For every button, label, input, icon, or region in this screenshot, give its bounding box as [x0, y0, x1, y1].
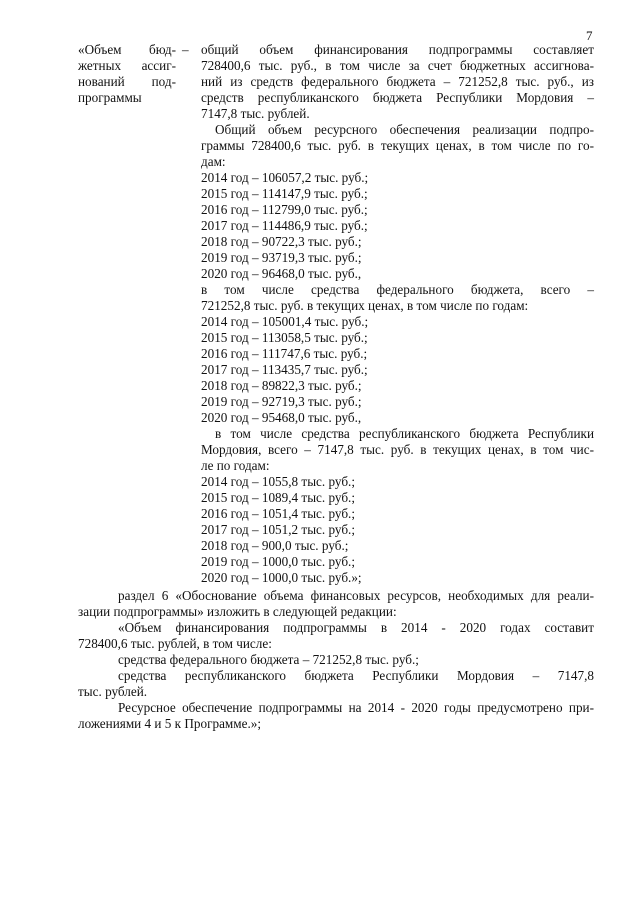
republic-funding-line-1: средства республиканского бюджета Республики Мордовия – 7147,8 — [118, 668, 594, 683]
right-col-line-5: 7147,8 тыс. рублей. — [201, 106, 310, 121]
federal-intro-line-1: в том числе средства федерального бюджета, всего – — [201, 282, 594, 297]
total-2018: 2018 год – 90722,3 тыс. руб.; — [201, 234, 362, 249]
republic-2015: 2015 год – 1089,4 тыс. руб.; — [201, 490, 356, 505]
republic-2019: 2019 год – 1000,0 тыс. руб.; — [201, 554, 356, 569]
republic-intro-line-3: ле по годам: — [201, 458, 270, 473]
funding-line-1: «Объем финансирования подпрограммы в 2014 - 2020 годах составит — [118, 620, 594, 635]
republic-intro-line-1: в том числе средства республиканского бюджета Республики — [215, 426, 594, 441]
republic-2016: 2016 год – 1051,4 тыс. руб.; — [201, 506, 356, 521]
right-col-line-3: ний из средств федерального бюджета – 721252,8 тыс. руб., из — [201, 74, 594, 89]
republic-2014: 2014 год – 1055,8 тыс. руб.; — [201, 474, 356, 489]
federal-intro-line-2: 721252,8 тыс. руб. в текущих ценах, в том числе по годам: — [201, 298, 529, 313]
republic-2020: 2020 год – 1000,0 тыс. руб.»; — [201, 570, 362, 585]
federal-2016: 2016 год – 111747,6 тыс. руб.; — [201, 346, 368, 361]
funding-line-2: 728400,6 тыс. рублей, в том числе: — [78, 636, 272, 651]
federal-2019: 2019 год – 92719,3 тыс. руб.; — [201, 394, 362, 409]
resources-line-2: ложениями 4 и 5 к Программе.»; — [78, 716, 262, 731]
left-col-line-4: программы — [78, 90, 142, 105]
left-col-line-1: «Объем бюд- — [78, 42, 176, 57]
republic-intro-line-2: Мордовия, всего – 7147,8 тыс. руб. в текущих ценах, в том чис- — [201, 442, 594, 457]
left-col-line-3: нований под- — [78, 74, 176, 89]
federal-funding: средства федерального бюджета – 721252,8 тыс. руб.; — [118, 652, 419, 667]
total-2017: 2017 год – 114486,9 тыс. руб.; — [201, 218, 368, 233]
republic-funding-line-2: тыс. рублей. — [78, 684, 148, 699]
right-col-line-1: общий объем финансирования подпрограммы составляет — [201, 42, 594, 57]
republic-2018: 2018 год – 900,0 тыс. руб.; — [201, 538, 349, 553]
total-2016: 2016 год – 112799,0 тыс. руб.; — [201, 202, 368, 217]
republic-2017: 2017 год – 1051,2 тыс. руб.; — [201, 522, 356, 537]
right-col-line-4: средств республиканского бюджета Республики Мордовия – — [201, 90, 594, 105]
total-2015: 2015 год – 114147,9 тыс. руб.; — [201, 186, 368, 201]
right-col-line-7: граммы 728400,6 тыс. руб. в текущих ценах, в том числе по го- — [201, 138, 594, 153]
federal-2017: 2017 год – 113435,7 тыс. руб.; — [201, 362, 368, 377]
federal-2018: 2018 год – 89822,3 тыс. руб.; — [201, 378, 362, 393]
right-col-line-2: 728400,6 тыс. руб., в том числе за счет бюджетных ассигнова- — [201, 58, 594, 73]
section6-line-1: раздел 6 «Обоснование объема финансовых ресурсов, необходимых для реали- — [118, 588, 594, 603]
federal-2020: 2020 год – 95468,0 тыс. руб., — [201, 410, 362, 425]
left-col-line-2: жетных ассиг- — [78, 58, 176, 73]
right-col-line-8: дам: — [201, 154, 226, 169]
total-2014: 2014 год – 106057,2 тыс. руб.; — [201, 170, 369, 185]
total-2019: 2019 год – 93719,3 тыс. руб.; — [201, 250, 362, 265]
federal-2014: 2014 год – 105001,4 тыс. руб.; — [201, 314, 369, 329]
right-col-line-6: Общий объем ресурсного обеспечения реализации подпро- — [215, 122, 594, 137]
resources-line-1: Ресурсное обеспечение подпрограммы на 2014 - 2020 годы предусмотрено при- — [118, 700, 594, 715]
section6-line-2: зации подпрограммы» изложить в следующей редакции: — [78, 604, 397, 619]
page-number: 7 — [586, 28, 593, 43]
separator-dash: – — [182, 42, 189, 57]
federal-2015: 2015 год – 113058,5 тыс. руб.; — [201, 330, 368, 345]
total-2020: 2020 год – 96468,0 тыс. руб., — [201, 266, 362, 281]
